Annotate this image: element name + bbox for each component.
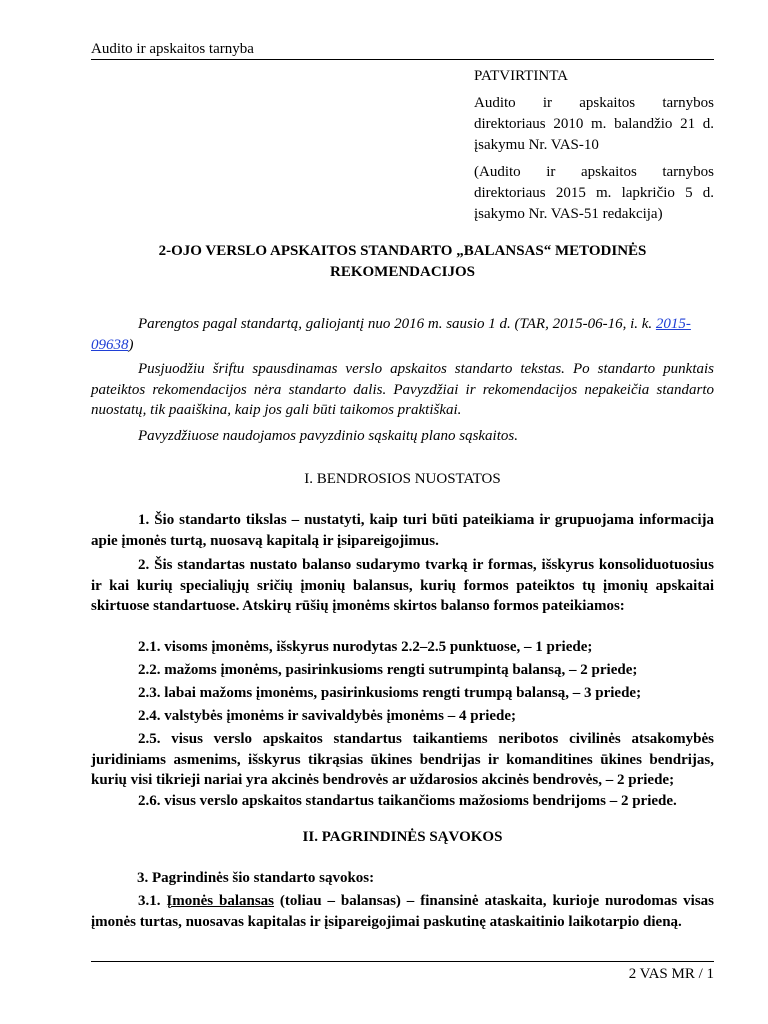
header-organization: Audito ir apskaitos tarnyba — [91, 41, 254, 57]
section-2-heading: II. PAGRINDINĖS SĄVOKOS — [302, 829, 503, 845]
list-item: 2.6. visus verslo apskaitos standartus taikančioms mažosioms bendrijoms – 2 priede. — [138, 793, 677, 809]
approval-label: PATVIRTINTA — [474, 68, 569, 84]
prepared-text: Parengtos pagal standartą, galiojantį nuo 2016 m. sausio 1 d. (TAR, 2015-06-16, i. k. — [138, 316, 656, 332]
page-number: 2 VAS MR / 1 — [628, 966, 714, 982]
approval-revision: (Audito ir apskaitos tarnybos direktoriaus 2015 m. lapkričio 5 d. įsakymo Nr. VAS-51 redakcija) — [474, 164, 714, 222]
paragraph-2: 2. Šis standartas nustato balanso sudarymo tvarką ir formas, išskyrus konsoliduotuosius ir kai kurių specialiųjų sričių įmonių balansus, kurių formos pateiktos tų įmonių apskaitai skirtuose standartuose. Atskirų rūšių įmonėms skirtos balanso formos pateikiamos: — [91, 557, 714, 614]
approval-order: Audito ir apskaitos tarnybos direktoriaus 2010 m. balandžio 21 d. įsakymu Nr. VAS-10 — [474, 95, 714, 153]
list-item: 2.3. labai mažoms įmonėms, pasirinkusioms rengti trumpą balansą, – 3 priede; — [138, 685, 642, 701]
list-item: 2.4. valstybės įmonėms ir savivaldybės įmonėms – 4 priede; — [138, 708, 517, 724]
title-line-2: REKOMENDACIJOS — [329, 264, 475, 280]
list-item: 2.1. visoms įmonėms, išskyrus nurodytas 2.2–2.5 punktuose, – 1 priede; — [138, 639, 593, 655]
prepared-note — [91, 314, 714, 355]
document-title — [91, 241, 714, 283]
prepared-tail: ) — [128, 336, 134, 353]
header-divider — [91, 59, 714, 60]
section-1-heading: I. BENDROSIOS NUOSTATOS — [304, 471, 501, 487]
list-item: 2.5. visus verslo apskaitos standartus taikantiems neribotos civilinės atsakomybės juridiniams asmenims, išskyrus tikrąsias ūkines bendrijas ir komanditines ūkines bendrijas, kurių visi tikrieji nariai yra akcinės bendrovės ar uždarosios akcinės bendrovės, – 2 priede; — [91, 731, 714, 788]
definition-text: (toliau – balansas) – finansinė ataskaita, kurioje nurodomas visas įmonės turtas, nuosavas kapitalas ir įsipareigojimai paskutinę ataskaitinio laikotarpio dieną. — [91, 893, 715, 930]
standard-note: Pusjuodžiu šriftu spausdinamas verslo apskaitos standarto tekstas. Po standarto punktais pateiktos rekomendacijos nėra standarto dalis. Pavyzdžiai ir rekomendacijos nepakeičia standarto nuostatų, tik paaiškina, kaip jos gali būti taikomos praktiškai. — [91, 361, 714, 418]
approval-block — [474, 66, 714, 225]
paragraph-3: 3. Pagrindinės šio standarto sąvokos: — [137, 870, 375, 886]
register-link[interactable]: 2015- 09638 — [91, 316, 691, 353]
term-balance: Įmonės balansas — [166, 893, 275, 909]
list-item: 2.2. mažoms įmonėms, pasirinkusioms rengti sutrumpintą balansą, – 2 priede; — [138, 662, 638, 678]
paragraph-3-1: 3.1. Įmonės balansas (toliau – balansas) – finansinė ataskaita, kurioje nurodomas visas įmonės turtas, nuosavas kapitalas ir įsipareigojimai paskutinę ataskaitinio laikotarpio dieną. — [91, 893, 715, 930]
paragraph-1: 1. Šio standarto tikslas – nustatyti, kaip turi būti pateikiama ir grupuojama informacija apie įmonės turtą, nuosavą kapitalą ir įsipareigojimus. — [91, 512, 714, 549]
title-line-1: 2-OJO VERSLO APSKAITOS STANDARTO „BALANSAS“ METODINĖS — [158, 243, 647, 259]
examples-note: Pavyzdžiuose naudojamos pavyzdinio sąskaitų plano sąskaitos. — [138, 428, 518, 444]
footer-divider — [91, 961, 714, 962]
